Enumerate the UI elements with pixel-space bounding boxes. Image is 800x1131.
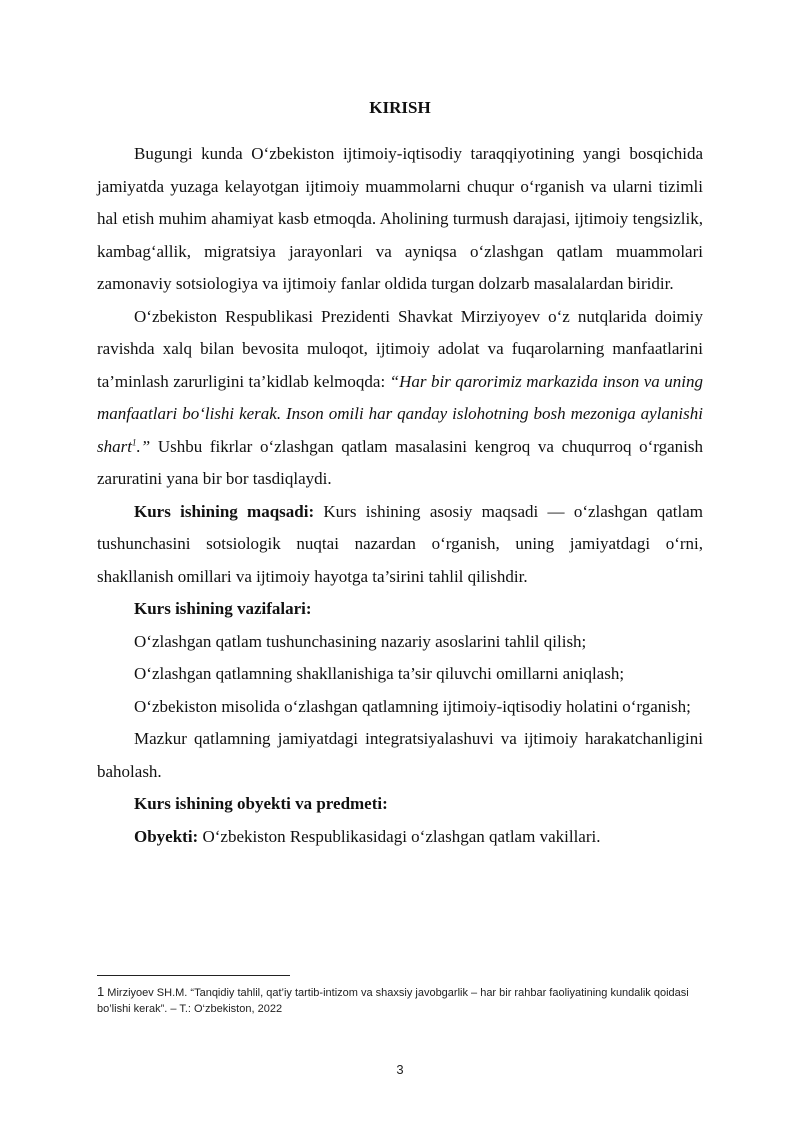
footnote-separator [97,975,290,976]
object-text: O‘zbekiston Respublikasidagi o‘zlashgan qatlam vakillari. [198,826,601,846]
intro-paragraph: Bugungi kunda O‘zbekiston ijtimoiy-iqtisodiy taraqqiyotining yangi bosqichida jamiyatda yuzaga kelayotgan ijtimoiy muammolarni chuqur o‘rganish va ularni tizimli hal etish muhim ahamiyat kasb etmoqda. Aholining turmush darajasi, ijtimoiy tengsizlik, kambag‘allik, migratsiya jarayonlari va ayniqsa o‘zlashgan qatlam muammolari zamonaviy sotsiologiya va ijtimoiy fanlar oldida turgan dolzarb masalalardan biridir. [97,144,703,293]
page-body [97,92,703,853]
goal-text: Kurs ishining asosiy maqsadi — o‘zlashgan qatlam tushunchasini sotsiologik nuqtai nazardan o‘rganish, uning jamiyatdagi o‘rni, shakllanish omillari va ijtimoiy hayotga ta’sirini tahlil qilishdir. [97,501,703,586]
object-paragraph [97,821,703,854]
goal-paragraph [97,496,703,594]
footnote-number: 1 [97,984,105,999]
quote-end: .” [136,436,151,456]
paragraph-text: O‘zbekiston Respublikasi Prezidenti Shavkat Mirziyoyev o‘z nutqlarida doimiy ravishda xalq bilan bevosita muloqot, ijtimoiy adolat va fuqarolarning manfaatlarini ta’minlash zarurligini ta’kidlab kelmoqda: [97,306,703,391]
footnote-text: Mirziyoev SH.M. “Tanqidiy tahlil, qat’iy tartib-intizom va shaxsiy javobgarlik – har bir rahbar faoliyatining kundalik qoidasi bo’lishi kerak”. – T.: O‘zbekiston, 2022 [97,987,689,1015]
object-heading: Kurs ishining obyekti va predmeti: [134,794,388,813]
page-number: 3 [396,1062,404,1077]
tasks-heading: Kurs ishining vazifalari: [134,599,312,618]
task-item: O‘zlashgan qatlamning shakllanishiga ta’sir qiluvchi omillarni aniqlash; [134,664,625,683]
footnote [97,984,703,1017]
quote-text: “Har bir qarorimiz markazida inson va uning manfaatlari bo‘lishi kerak. Inson omili har qanday islohotning bosh mezoniga aylanishi shart [97,371,704,456]
goal-label: Kurs ishining maqsadi: [134,501,315,521]
president-quote-paragraph [97,301,703,496]
object-label: Obyekti: [134,826,199,846]
task-item: O‘zbekiston misolida o‘zlashgan qatlamning ijtimoiy-iqtisodiy holatini o‘rganish; [134,696,691,716]
paragraph-text: Ushbu fikrlar o‘zlashgan qatlam masalasini kengroq va chuqurroq o‘rganish zaruratini yana bir bor tasdiqlaydi. [97,436,703,488]
page-title: KIRISH [369,98,431,117]
footnote-reference[interactable]: 1 [131,436,137,447]
task-item: Mazkur qatlamning jamiyatdagi integratsiyalashuvi va ijtimoiy harakatchanligini baholash. [97,729,703,781]
task-item: O‘zlashgan qatlam tushunchasining nazariy asoslarini tahlil qilish; [134,631,587,651]
